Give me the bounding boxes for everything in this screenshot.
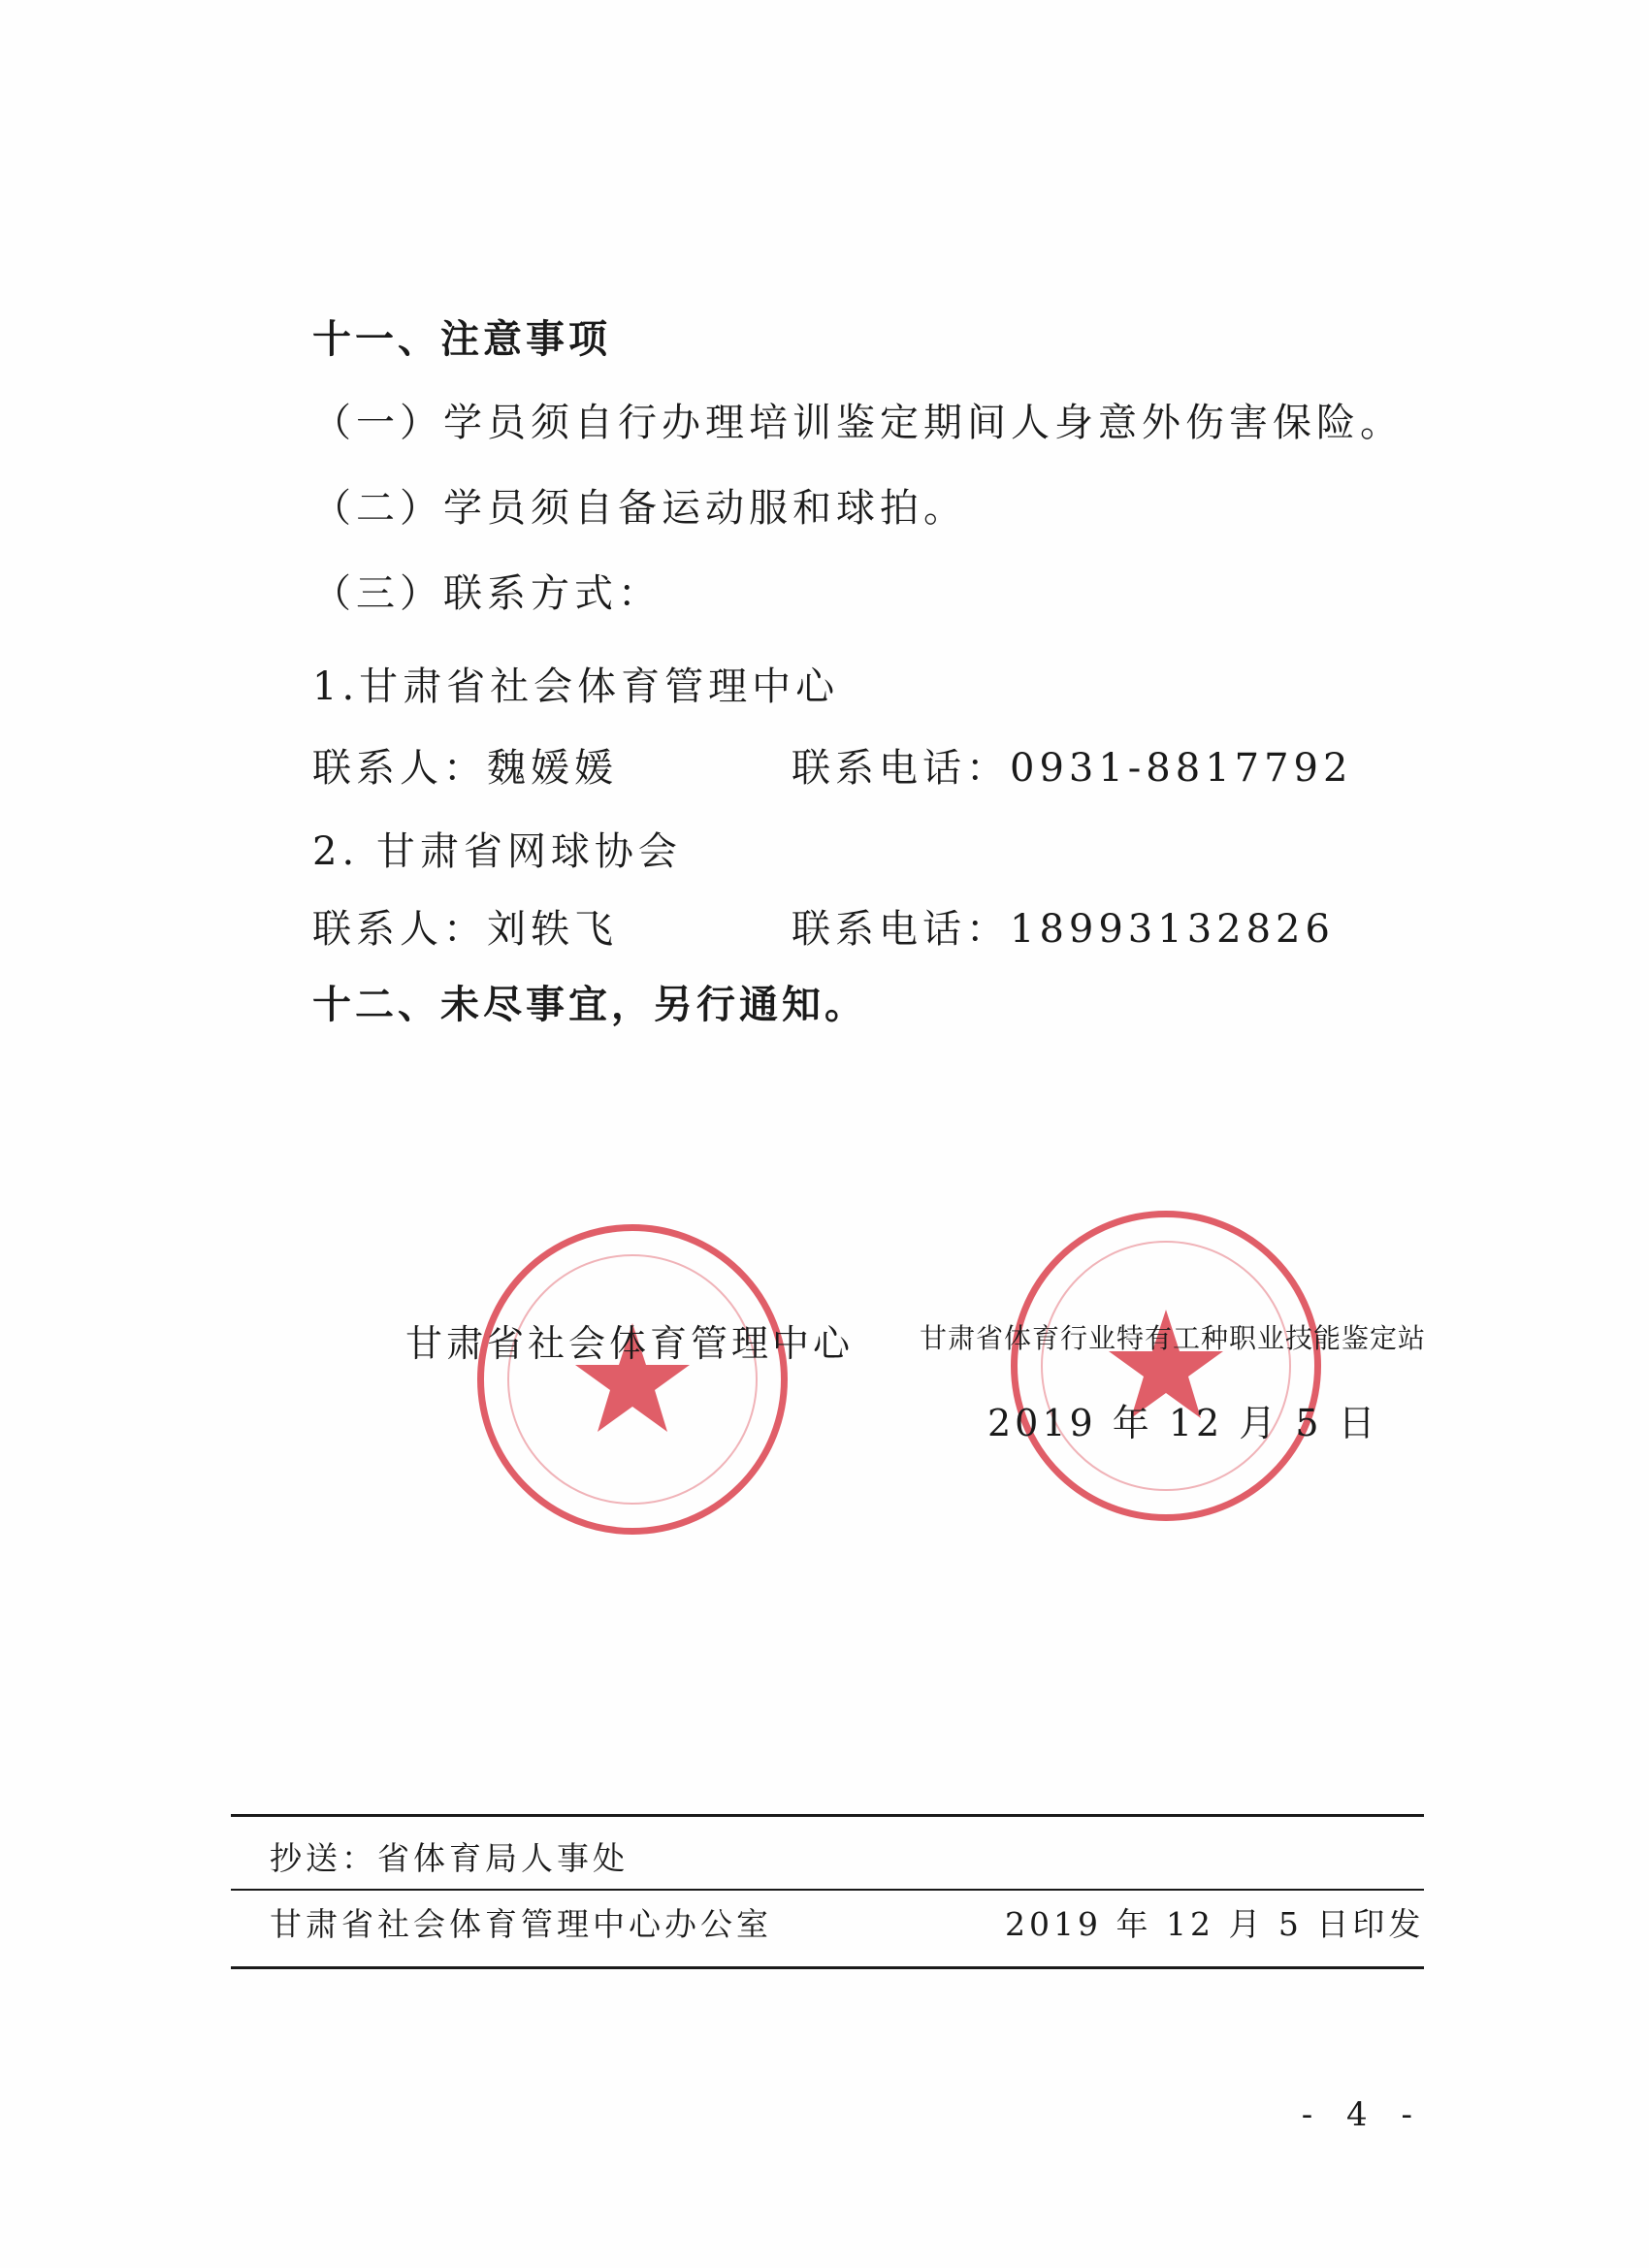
cc-line: 抄送：省体育局人事处 xyxy=(270,1839,629,1877)
section-11-title: 十一、注意事项 xyxy=(312,317,611,362)
seal-1-graphic xyxy=(484,1231,781,1528)
colophon-bottom-rule xyxy=(231,1966,1424,1969)
contact-1-phone: 联系电话：0931-8817792 xyxy=(792,746,1353,791)
colophon-top-rule xyxy=(231,1814,1424,1817)
notice-item-3: （三）联系方式： xyxy=(312,571,662,616)
issuer-1: 甘肃省社会体育管理中心 xyxy=(405,1322,855,1365)
contact-1-person: 联系人：魏媛媛 xyxy=(312,746,618,791)
section-12-title: 十二、未尽事宜，另行通知。 xyxy=(312,983,867,1027)
colophon-middle-rule xyxy=(231,1889,1424,1891)
official-seal-2 xyxy=(1011,1211,1321,1521)
issuer-2: 甘肃省体育行业特有工种职业技能鉴定站 xyxy=(920,1322,1427,1354)
notice-item-1: （一）学员须自行办理培训鉴定期间人身意外伤害保险。 xyxy=(312,401,1404,445)
seal-2-graphic xyxy=(1018,1217,1314,1514)
contact-2-org: 2. 甘肃省网球协会 xyxy=(312,829,682,874)
page-number: - 4 - xyxy=(1301,2095,1424,2134)
issuing-office: 甘肃省社会体育管理中心办公室 xyxy=(270,1905,772,1943)
contact-2-phone: 联系电话：18993132826 xyxy=(792,907,1335,952)
issue-date: 2019 年 12 月 5 日 xyxy=(987,1402,1379,1444)
notice-item-2: （二）学员须自备运动服和球拍。 xyxy=(312,486,967,531)
print-date: 2019 年 12 月 5 日印发 xyxy=(1005,1905,1425,1943)
official-seal-1 xyxy=(477,1224,788,1535)
contact-1-org: 1.甘肃省社会体育管理中心 xyxy=(312,664,840,709)
contact-2-person: 联系人：刘轶飞 xyxy=(312,907,618,952)
